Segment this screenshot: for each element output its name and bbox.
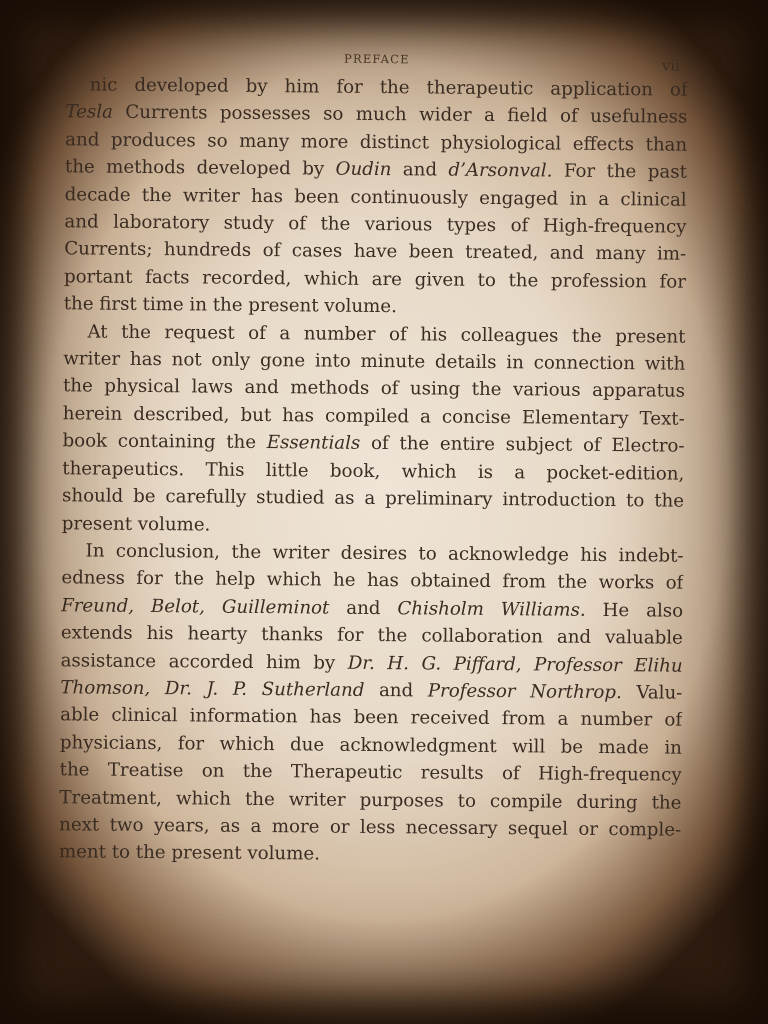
italic-text: Essentials [266,432,361,455]
text-run: therapeutics. This little book, which is a pocket-edition, [62,457,685,485]
paragraph [59,537,684,871]
text-run: of the entire subject of Electro- [360,433,685,457]
text-run: and produces so many more distinct physiological effects than [65,129,688,156]
text-line [59,839,681,872]
text-run: the methods developed by [64,156,336,180]
body-text [59,71,688,871]
italic-text: Tesla [65,101,114,124]
text-run: edness for the help which he has obtained from the works of [61,567,684,595]
text-run: For the past [552,160,688,183]
text-run: ment to the present volume. [58,841,321,865]
text-run: able clinical information has been received from a number of [60,704,683,732]
text-run: physicians, for which due acknowledgment will be made in [59,732,682,759]
italic-text: Thomson, Dr. J. P. Sutherland [60,677,365,701]
text-run: and [329,597,398,619]
text-run: assistance accorded him by [60,649,348,674]
text-run: present volume. [61,512,211,536]
text-run: nic developed by him for the therapeutic application of [89,74,688,101]
text-run: the Treatise on the Therapeutic results of High-frequency [59,759,682,786]
text-run: extends his hearty thanks for the collaboration and valuable [60,622,683,649]
text-run: writer has not only gone into minute details in connection with [63,348,686,375]
text-run: At the request of a number of his colleagues the present [87,321,686,348]
page-header [66,45,688,75]
paragraph [64,71,688,323]
text-run: In conclusion, the writer desires to acknowledge his indebt- [85,540,684,567]
text-run: next two years, as a more or less necessary sequel or comple- [59,814,682,841]
italic-text: d’Arsonval. [448,159,553,182]
italic-text: Professor Northrop. [427,680,622,704]
text-run: Currents possesses so much wider a field of usefulness [112,102,688,129]
text-run: the physical laws and methods of using the various apparatus [62,375,686,403]
text-run: He also [585,599,684,622]
text-run: herein described, but has compiled a concise Elementary Text- [62,403,685,430]
text-run: and [391,159,449,181]
text-run: and [364,679,428,702]
text-run: decade the writer has been continuously engaged in a clinical [64,183,687,211]
text-run: Treatment, which the writer purposes to compile during the [59,786,682,814]
italic-text: Oudin [335,158,392,181]
text-run: and laboratory study of the various types of High-frequency [64,211,687,238]
paragraph [62,318,686,543]
text-run: book containing the [62,430,267,454]
book-page [59,45,688,890]
page-number: vii [661,56,680,75]
italic-text: Freund, Belot, Guilleminot [61,594,330,619]
text-run: should be carefully studied as a preliminary introduction to the [61,485,685,512]
text-run: Currents; hundreds of cases have been treated, and many im- [64,238,687,266]
text-run: portant facts recorded, which are given to the profession for [63,266,687,293]
running-head: PREFACE [344,51,410,67]
text-run: Valu- [621,682,683,704]
italic-text: Dr. H. G. Piffard, Professor Elihu [347,652,683,677]
italic-text: Chisholm Williams. [397,597,586,621]
text-run: the first time in the present volume. [63,293,398,318]
